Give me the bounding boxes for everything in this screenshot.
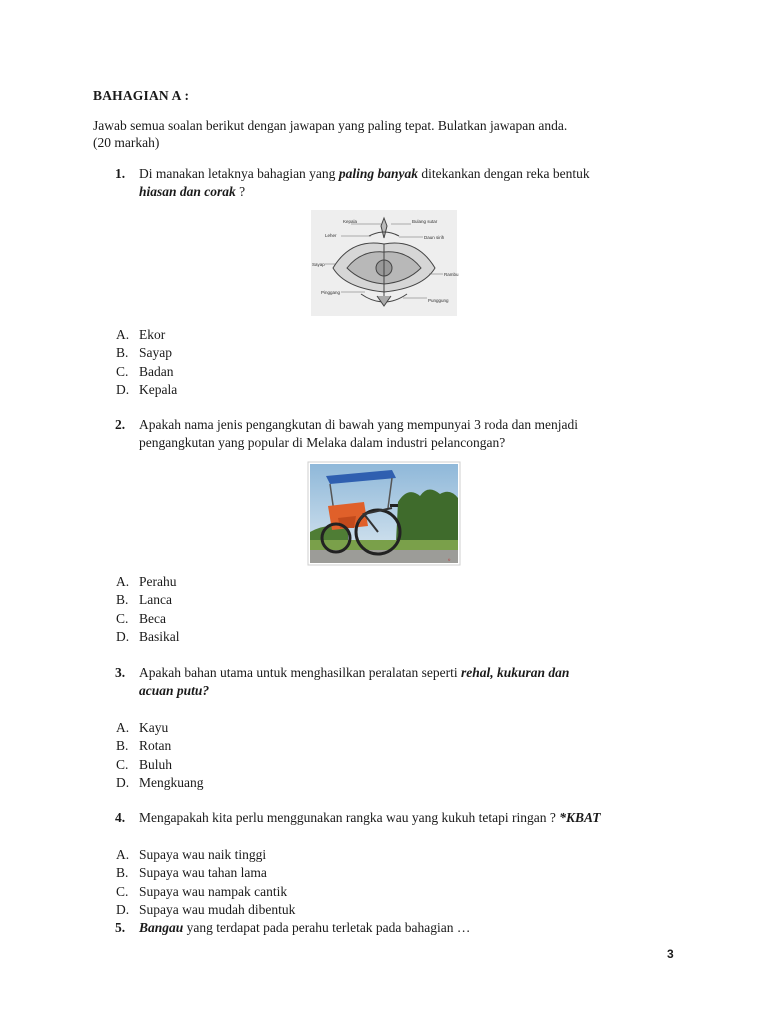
question-text xyxy=(139,416,675,452)
emphasis-text: Bangau xyxy=(139,920,184,935)
option-text: Supaya wau mudah dibentuk xyxy=(139,901,296,917)
question-4 xyxy=(115,809,715,827)
question-text-part: Apakah nama jenis pengangkutan di bawah yang mempunyai 3 roda dan menjadi xyxy=(139,417,578,432)
question-number: 2. xyxy=(115,417,126,432)
question-text-part: Di manakan letaknya bahagian yang xyxy=(139,166,339,181)
emphasis-text: hiasan dan corak xyxy=(139,184,236,199)
option-text: Badan xyxy=(139,363,174,379)
diagram-label: Pinggang xyxy=(321,290,341,295)
instructions-line1: Jawab semua soalan berikut dengan jawapan yang paling tepat. Bulatkan jawapan anda. xyxy=(93,118,568,133)
diagram-label: Rambu xyxy=(444,272,459,277)
question-text xyxy=(139,664,675,700)
question-3 xyxy=(115,664,675,700)
question-text-part: ditekankan dengan reka bentuk xyxy=(417,166,590,181)
option-text: Rotan xyxy=(139,738,172,754)
question-5 xyxy=(115,919,675,937)
option-letter: A. xyxy=(116,574,130,589)
option-c[interactable] xyxy=(116,883,295,901)
kbat-tag: *KBAT xyxy=(559,810,601,825)
diagram-label: Bulang sutar xyxy=(412,219,438,224)
option-b[interactable] xyxy=(116,591,180,609)
option-letter: D. xyxy=(116,381,130,397)
option-letter: B. xyxy=(116,592,129,608)
bike-saddle xyxy=(390,504,398,507)
question-3-options xyxy=(116,719,204,792)
option-text: Supaya wau nampak cantik xyxy=(139,883,288,899)
question-1-options xyxy=(116,326,177,399)
instructions-line2: (20 markah) xyxy=(93,135,160,150)
option-text: Beca xyxy=(139,610,166,626)
option-text: Basikal xyxy=(139,628,180,644)
option-letter: C. xyxy=(116,363,129,379)
diagram-label: Kepala xyxy=(343,219,358,224)
wau-kite-diagram xyxy=(311,210,457,316)
question-number: 4. xyxy=(115,810,126,825)
option-b[interactable] xyxy=(116,864,295,882)
option-a[interactable] xyxy=(116,719,204,737)
diagram-label: Punggung xyxy=(428,298,449,303)
diagram-label: Daun sirih xyxy=(424,235,445,240)
grass xyxy=(310,540,458,550)
option-letter: C. xyxy=(116,610,129,626)
question-2 xyxy=(115,416,675,452)
option-c[interactable] xyxy=(116,756,204,774)
question-text xyxy=(139,165,675,201)
option-letter: C. xyxy=(116,883,129,899)
option-text: Supaya wau naik tinggi xyxy=(139,847,267,862)
photo-watermark: © xyxy=(448,558,451,562)
question-text-part: Apakah bahan utama untuk menghasilkan peralatan seperti xyxy=(139,665,462,680)
diagram-label: Leher xyxy=(325,233,337,238)
option-b[interactable] xyxy=(116,737,204,755)
option-letter: D. xyxy=(116,628,130,644)
option-text: Buluh xyxy=(139,756,173,772)
emphasis-text: paling banyak xyxy=(338,166,418,181)
option-letter: D. xyxy=(116,901,130,917)
question-text-part: ? xyxy=(235,184,246,199)
emphasis-text: rehal, kukuran dan xyxy=(461,665,570,680)
option-b[interactable] xyxy=(116,344,177,362)
page-number: 3 xyxy=(667,947,674,961)
question-text-part: Mengapakah kita perlu menggunakan rangka wau yang kukuh tetapi ringan ? xyxy=(139,810,560,825)
option-letter: B. xyxy=(116,865,129,881)
trees xyxy=(396,489,458,542)
question-number: 5. xyxy=(115,920,126,935)
option-a[interactable] xyxy=(116,573,180,591)
option-letter: C. xyxy=(116,756,129,772)
instructions xyxy=(93,117,693,151)
option-text: Perahu xyxy=(139,574,177,589)
question-1 xyxy=(115,165,675,201)
section-title: BAHAGIAN A : xyxy=(93,88,190,103)
option-text: Mengkuang xyxy=(139,774,204,790)
question-4-options xyxy=(116,846,295,919)
question-text xyxy=(139,919,675,937)
emphasis-text: acuan putu? xyxy=(139,683,210,698)
option-letter: D. xyxy=(116,774,130,790)
option-d[interactable] xyxy=(116,628,180,646)
question-text-part: yang terdapat pada perahu terletak pada bahagian … xyxy=(183,920,471,935)
option-letter: B. xyxy=(116,738,129,754)
option-letter: A. xyxy=(116,720,130,735)
option-a[interactable] xyxy=(116,846,295,864)
option-text: Supaya wau tahan lama xyxy=(139,865,267,881)
option-letter: A. xyxy=(116,327,130,342)
option-a[interactable] xyxy=(116,326,177,344)
question-number: 1. xyxy=(115,166,126,181)
question-number: 3. xyxy=(115,665,126,680)
option-text: Ekor xyxy=(139,327,166,342)
question-text-part: pengangkutan yang popular di Melaka dalam industri pelancongan? xyxy=(139,435,506,450)
diagram-label: Sayap xyxy=(312,262,325,267)
trishaw-photo xyxy=(308,462,460,565)
option-d[interactable] xyxy=(116,381,177,399)
option-letter: B. xyxy=(116,345,129,361)
option-c[interactable] xyxy=(116,610,180,628)
option-text: Sayap xyxy=(139,345,172,361)
option-d[interactable] xyxy=(116,901,295,919)
option-text: Lanca xyxy=(139,592,172,608)
option-text: Kayu xyxy=(139,720,169,735)
question-2-options xyxy=(116,573,180,646)
option-c[interactable] xyxy=(116,363,177,381)
option-letter: A. xyxy=(116,847,130,862)
question-text xyxy=(139,809,715,827)
option-text: Kepala xyxy=(139,381,178,397)
option-d[interactable] xyxy=(116,774,204,792)
